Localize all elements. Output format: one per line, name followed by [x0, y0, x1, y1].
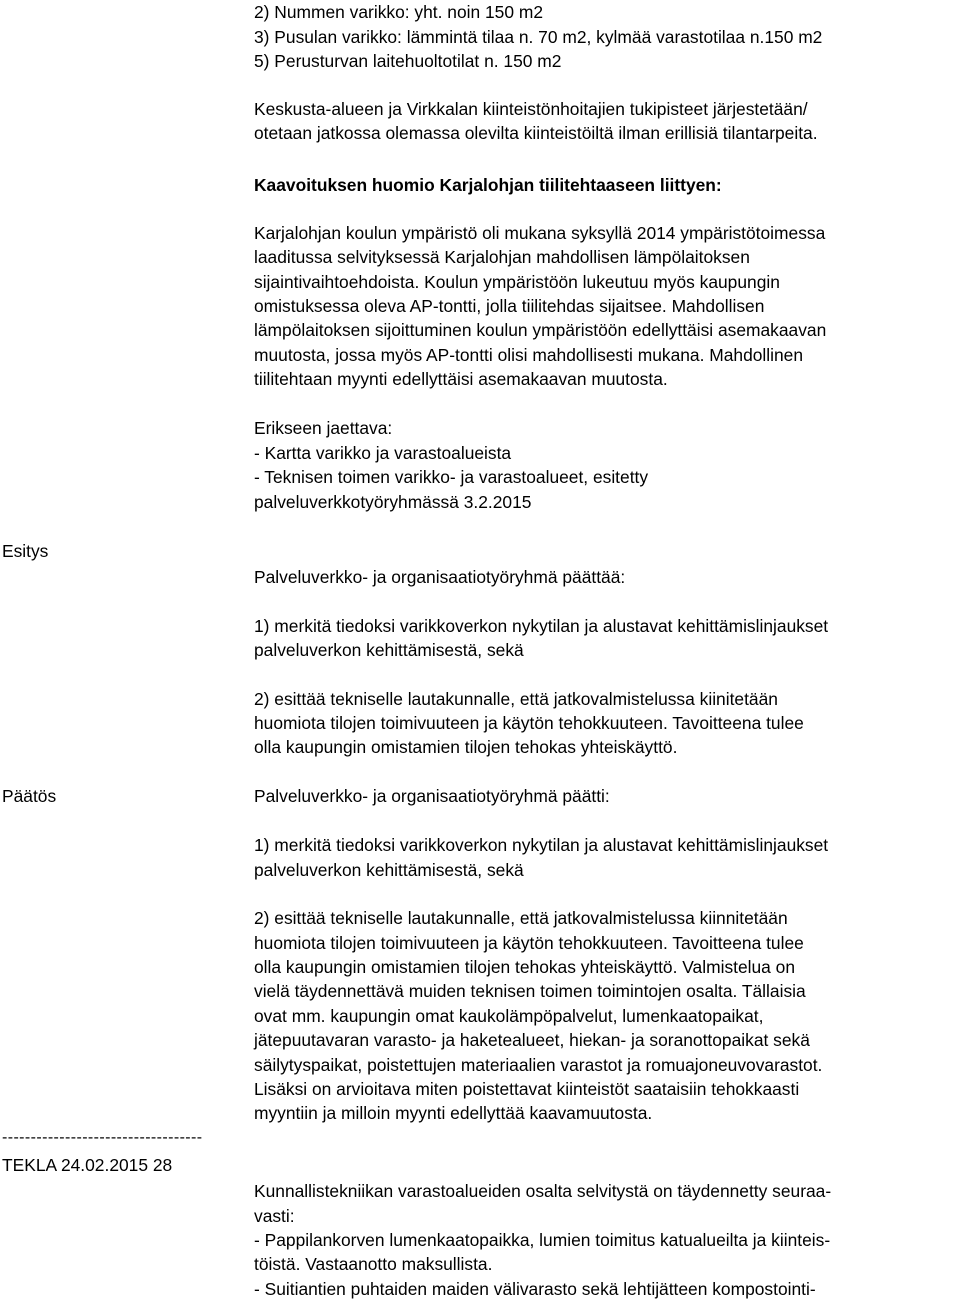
attachments-line: - Teknisen toimen varikko- ja varastoalueet, esitetty: [254, 467, 649, 487]
paatos-item1-line: 1) merkitä tiedoksi varikkoverkon nykytilan ja alustavat kehittämislinjaukset: [254, 835, 829, 855]
paatos-item2-line: vielä täydennettävä muiden teknisen toimen toimintojen osalta. Tällaisia: [254, 981, 806, 1001]
zoning-line: omistuksessa oleva AP-tontti, jolla tiilitehdas sijaitsee. Mahdollisen: [254, 296, 765, 316]
paatos-item2-line: säilytyspaikat, poistettujen materiaalien varastot ja romuajoneuvovarastot.: [254, 1055, 823, 1075]
zoning-heading: Kaavoituksen huomio Karjalohjan tiilitehtaaseen liittyen:: [254, 175, 722, 195]
esitys-item1-line: 1) merkitä tiedoksi varikkoverkon nykytilan ja alustavat kehittämislinjaukset: [254, 616, 829, 636]
paatos-item2-line: olla kaupungin omistamien tilojen tehokas yhteiskäyttö. Valmistelua on: [254, 957, 796, 977]
paatos-label: Päätös: [2, 786, 57, 806]
footer-stamp: TEKLA 24.02.2015 28: [2, 1155, 173, 1175]
intro-line: 3) Pusulan varikko: lämmintä tilaa n. 70 m2, kylmää varastotilaa n.150 m2: [254, 27, 823, 47]
zoning-line: tiilitehtaan myynti edellyttäisi asemakaavan muutosta.: [254, 369, 668, 389]
storage-note-line: - Pappilankorven lumenkaatopaikka, lumien toimitus katualueilta ja kiinteis-: [254, 1230, 831, 1250]
intro-line: 5) Perusturvan laitehuoltotilat n. 150 m2: [254, 51, 562, 71]
esitys-item2-line: huomiota tilojen toimivuuteen ja käytön tehokkuuteen. Tavoitteena tulee: [254, 713, 804, 733]
esitys-item2-line: 2) esittää tekniselle lautakunnalle, että jatkovalmistelussa kiinitetään: [254, 689, 778, 709]
storage-note-line: töistä. Vastaanotto maksullista.: [254, 1254, 493, 1274]
paatos-item1-line: palveluverkon kehittämisestä, sekä: [254, 860, 524, 880]
paatos-item2-line: jätepuutavaran varasto- ja haketealueet, hiekan- ja soranottopaikat sekä: [254, 1030, 810, 1050]
paatos-item2-line: huomiota tilojen toimivuuteen ja käytön tehokkuuteen. Tavoitteena tulee: [254, 933, 804, 953]
paatos-item2-line: Lisäksi on arvioitava miten poistettavat kiinteistöt saataisiin tehokkaasti: [254, 1079, 800, 1099]
attachments-line: palveluverkkotyöryhmässä 3.2.2015: [254, 492, 532, 512]
storage-note-line: Kunnallistekniikan varastoalueiden osalta selvitystä on täydennetty seuraa-: [254, 1181, 832, 1201]
zoning-line: muutosta, jossa myös AP-tontti olisi mahdollisesti mukana. Mahdollinen: [254, 345, 804, 365]
footer-separator: -----------------------------------: [2, 1129, 203, 1146]
paatos-item2-line: myyntiin ja milloin myynti edellyttää kaavamuutosta.: [254, 1103, 653, 1123]
esitys-item2-line: olla kaupungin omistamien tilojen tehokas yhteiskäyttö.: [254, 737, 678, 757]
esitys-item1-line: palveluverkon kehittämisestä, sekä: [254, 640, 524, 660]
paatos-heading: Palveluverkko- ja organisaatiotyöryhmä päätti:: [254, 786, 610, 806]
zoning-line: lämpölaitoksen sijoittuminen koulun ympäristöön edellyttäisi asemakaavan: [254, 320, 827, 340]
zoning-line: sijaintivaihtoehdoista. Koulun ympäristöön lukeutuu myös kaupungin: [254, 272, 780, 292]
intro-line: 2) Nummen varikko: yht. noin 150 m2: [254, 2, 544, 22]
paatos-item2-line: ovat mm. kaupungin omat kaukolämpöpalvelut, lumenkaatopaikat,: [254, 1006, 764, 1026]
attachments-line: - Kartta varikko ja varastoalueista: [254, 443, 512, 463]
storage-note-line: vasti:: [254, 1206, 295, 1226]
support-points-line: otetaan jatkossa olemassa olevilta kiinteistöiltä ilman erillisiä tilantarpeita.: [254, 123, 818, 143]
support-points-line: Keskusta-alueen ja Virkkalan kiinteistönhoitajien tukipisteet järjestetään/: [254, 99, 808, 119]
paatos-item2-line: 2) esittää tekniselle lautakunnalle, että jatkovalmistelussa kiinnitetään: [254, 908, 788, 928]
esitys-label: Esitys: [2, 541, 49, 561]
attachments-line: Erikseen jaettava:: [254, 418, 393, 438]
zoning-line: laaditussa selvityksessä Karjalohjan mahdollisen lämpölaitoksen: [254, 247, 750, 267]
zoning-line: Karjalohjan koulun ympäristö oli mukana syksyllä 2014 ympäristötoimessa: [254, 223, 826, 243]
storage-note-line: - Suitiantien puhtaiden maiden välivarasto sekä lehtijätteen kompostointi-: [254, 1279, 816, 1299]
esitys-heading: Palveluverkko- ja organisaatiotyöryhmä päättää:: [254, 567, 626, 587]
